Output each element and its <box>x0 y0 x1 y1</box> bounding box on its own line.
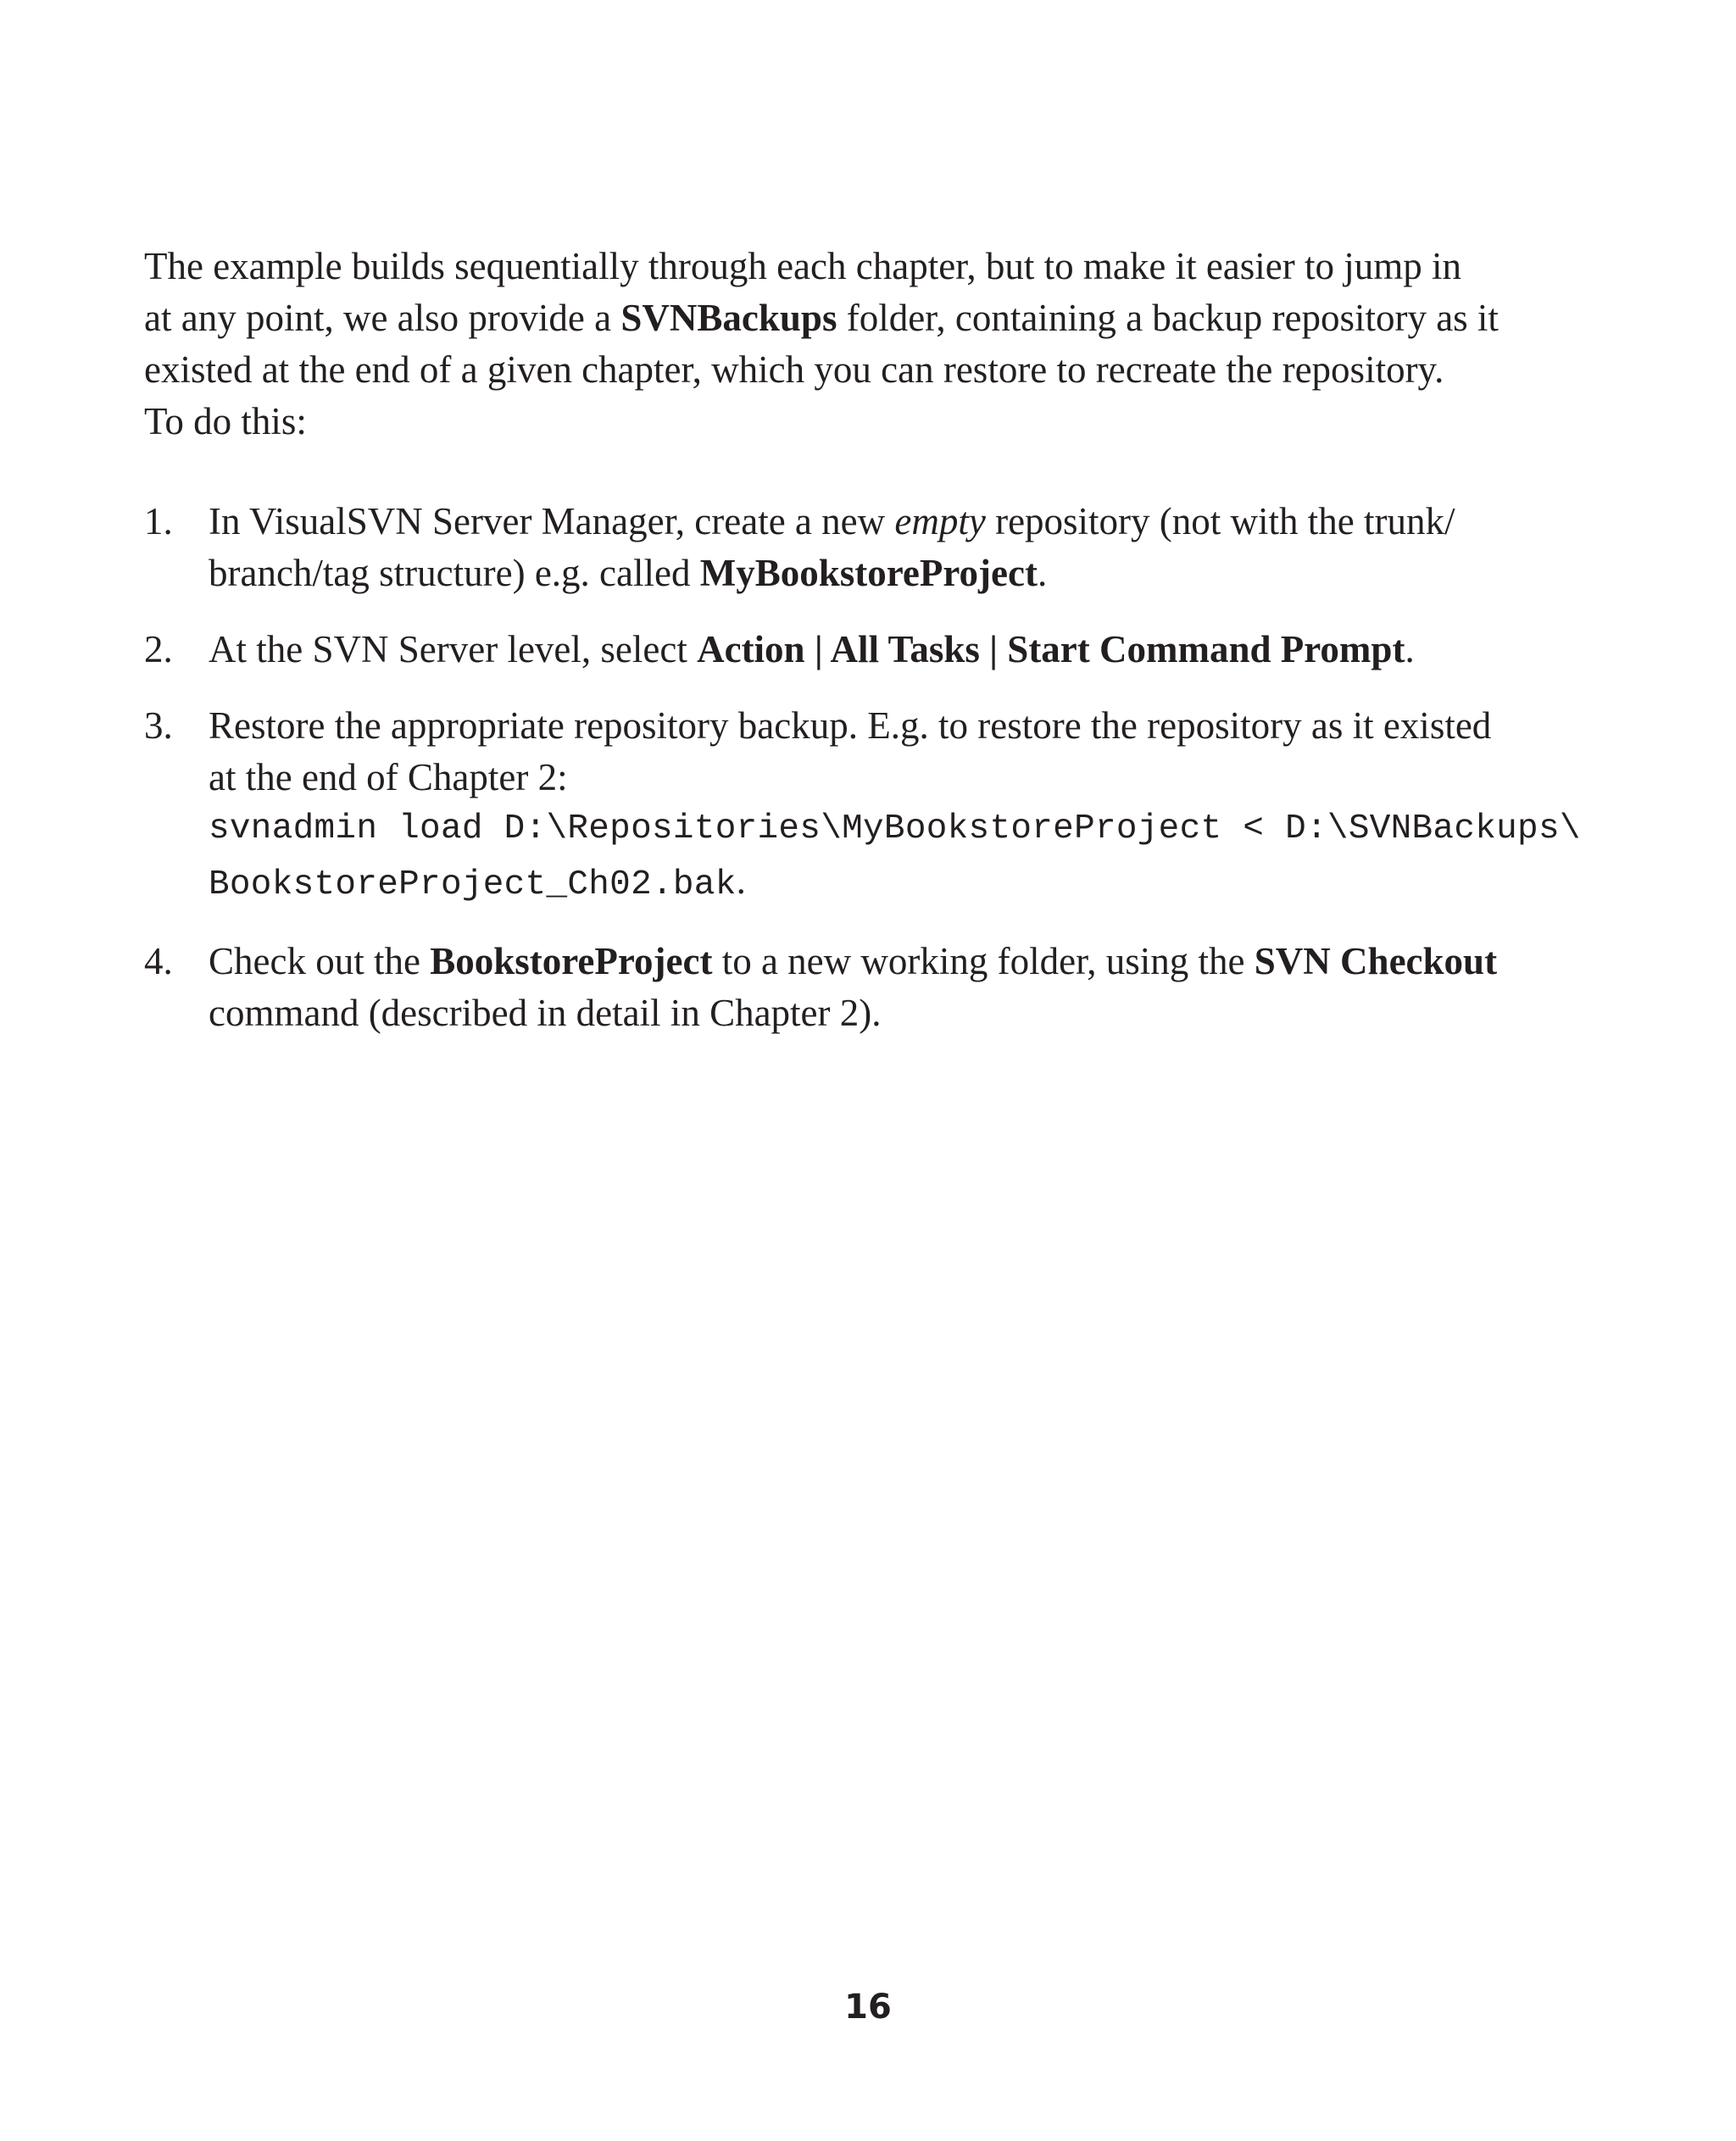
project-name: BookstoreProject <box>430 940 713 982</box>
step-text: Check out the <box>209 940 431 982</box>
step-text: . <box>1037 552 1048 594</box>
step-number: 1. <box>144 500 173 542</box>
step-1-line-1 <box>209 496 1602 548</box>
step-4 <box>144 936 1602 1039</box>
step-number: 4. <box>144 940 173 982</box>
repository-name: MyBookstoreProject <box>699 552 1038 594</box>
step-3 <box>144 700 1602 911</box>
step-2-line-1 <box>209 624 1602 676</box>
step-4-line-2: command (described in detail in Chapter 2). <box>209 992 882 1034</box>
step-number: 2. <box>144 628 173 670</box>
steps-list <box>144 496 1602 1064</box>
step-text: In VisualSVN Server Manager, create a new <box>209 500 895 542</box>
step-text: branch/tag structure) e.g. called <box>209 552 700 594</box>
code-command-line-1: svnadmin load D:\Repositories\MyBookstoreProject < D:\SVNBackups\ <box>209 809 1581 848</box>
step-3-line-1: Restore the appropriate repository backup. E.g. to restore the repository as it existed <box>209 704 1492 747</box>
step-text: At the SVN Server level, select <box>209 628 698 670</box>
step-1 <box>144 496 1602 599</box>
intro-line-3: existed at the end of a given chapter, which you can restore to recreate the repository. <box>144 348 1444 391</box>
step-text: to a new working folder, using the <box>712 940 1255 982</box>
step-4-line-1 <box>209 936 1602 987</box>
step-text: . <box>1405 628 1415 670</box>
intro-line-2 <box>144 292 1585 344</box>
intro-line-1: The example builds sequentially through each chapter, but to make it easier to jump in <box>144 245 1461 287</box>
step-text: . <box>736 859 746 902</box>
step-3-line-2: at the end of Chapter 2: <box>209 756 568 798</box>
command-name: SVN Checkout <box>1254 940 1498 982</box>
page-number: 16 <box>844 1988 892 2027</box>
menu-path: Action | All Tasks | Start Command Prompt <box>697 628 1405 670</box>
step-number: 3. <box>144 704 173 747</box>
code-backup-file: BookstoreProject_Ch02.bak <box>209 865 737 904</box>
intro-paragraph <box>144 241 1585 448</box>
intro-line-4: To do this: <box>144 400 307 442</box>
emphasis-empty: empty <box>894 500 986 542</box>
intro-text: folder, containing a backup repository as it <box>837 297 1499 339</box>
svnbackups-folder-name: SVNBackups <box>620 297 837 339</box>
step-text: repository (not with the trunk/ <box>985 500 1455 542</box>
intro-text: at any point, we also provide a <box>144 297 621 339</box>
code-command-line-2 <box>209 855 1602 911</box>
step-1-line-2 <box>209 548 1602 599</box>
step-2 <box>144 624 1602 676</box>
